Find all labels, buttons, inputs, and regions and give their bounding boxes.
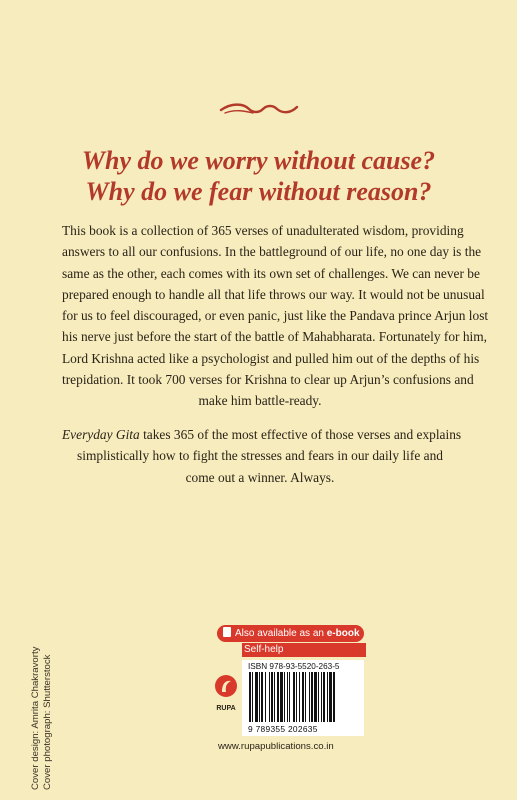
- barcode-bar: [318, 672, 319, 722]
- barcode-bar: [249, 672, 251, 722]
- barcode-bar: [293, 672, 295, 722]
- barcode-bar: [280, 672, 283, 722]
- blurb-line: prepared enough to handle all that life throws our way. It would not be unusual: [62, 286, 485, 302]
- book-title-italic: Everyday Gita: [62, 427, 140, 442]
- barcode-bar: [311, 672, 313, 722]
- barcode-bar: [299, 672, 300, 722]
- barcode-bar: [265, 672, 266, 722]
- ebook-badge-emphasis: e-book: [326, 628, 360, 639]
- blurb-line: [62, 424, 462, 445]
- rupa-logo-icon: [213, 673, 239, 713]
- ebook-badge-text: Also available as an: [235, 628, 327, 639]
- barcode-bar: [271, 672, 273, 722]
- barcode-bar: [302, 672, 304, 722]
- headline-line-1: Why do we worry without cause?: [81, 146, 436, 175]
- blurb-line: same as the other, each comes with its own set of challenges. We can never be: [62, 265, 480, 281]
- blurb-line: come out a winner. Always.: [185, 469, 335, 485]
- blurb-paragraph-2: [62, 424, 462, 488]
- blurb-line: Lord Krishna acted like a psychologist and pulled him out of the depths of his: [62, 350, 480, 366]
- blurb-line: trepidation. It took 700 verses for Krishna to clear up Arjun’s confusions and: [62, 372, 474, 388]
- design-credit: Cover design: Amrita Chakravorty: [30, 646, 41, 790]
- barcode-bar: [309, 672, 310, 722]
- barcode-bar: [327, 672, 328, 722]
- blurb-line: answers to all our confusions. In the battleground of our life, no one day is the: [62, 244, 482, 260]
- blurb-line: simplistically how to fight the stresses and fears in our daily life and: [77, 448, 443, 464]
- barcode-bar: [314, 672, 317, 722]
- blurb-line: This book is a collection of 365 verses of unadulterated wisdom, providing: [62, 223, 464, 238]
- barcode-bar: [269, 672, 270, 722]
- cover-credits: [30, 647, 54, 790]
- barcode-bars: [249, 672, 357, 722]
- barcode-bar: [323, 672, 325, 722]
- barcode-bar: [277, 672, 279, 722]
- barcode-bar: [284, 672, 285, 722]
- genre-label: Self-help: [242, 643, 366, 657]
- barcode-bar: [261, 672, 263, 722]
- blurb-line: his nerve just before the start of the battle of Mahabharata. Fortunately for him,: [62, 329, 488, 345]
- barcode-bar: [296, 672, 297, 722]
- blurb-paragraph-1: [62, 220, 489, 412]
- publisher-name: RUPA: [216, 705, 236, 712]
- ebook-icon: [223, 627, 231, 637]
- blurb-line: for us to feel discouraged, or even panic, just like the Pandava prince Arjun lost: [62, 308, 489, 324]
- barcode-bar: [289, 672, 290, 722]
- isbn-barcode: [242, 660, 364, 736]
- barcode-bar: [274, 672, 275, 722]
- barcode-number: 9 789355 202635: [248, 724, 318, 734]
- barcode-bar: [305, 672, 306, 722]
- barcode-bar: [287, 672, 288, 722]
- blurb-line-text: takes 365 of the most effective of those verses and explains: [139, 427, 462, 442]
- isbn-label: ISBN 978-93-5520-263-5: [248, 662, 340, 671]
- barcode-bar: [329, 672, 332, 722]
- blurb-line: make him battle-ready.: [198, 393, 322, 409]
- headline-line-2: Why do we fear without reason?: [85, 177, 432, 206]
- flourish-ornament-icon: [219, 101, 299, 117]
- barcode-bar: [321, 672, 322, 722]
- ebook-availability-badge: [217, 625, 364, 642]
- photo-credit: Cover photograph: Shutterstock: [42, 654, 53, 790]
- publisher-website: www.rupapublications.co.in: [218, 741, 334, 752]
- barcode-bar: [255, 672, 258, 722]
- barcode-bar: [252, 672, 253, 722]
- barcode-bar: [259, 672, 260, 722]
- barcode-bar: [333, 672, 335, 722]
